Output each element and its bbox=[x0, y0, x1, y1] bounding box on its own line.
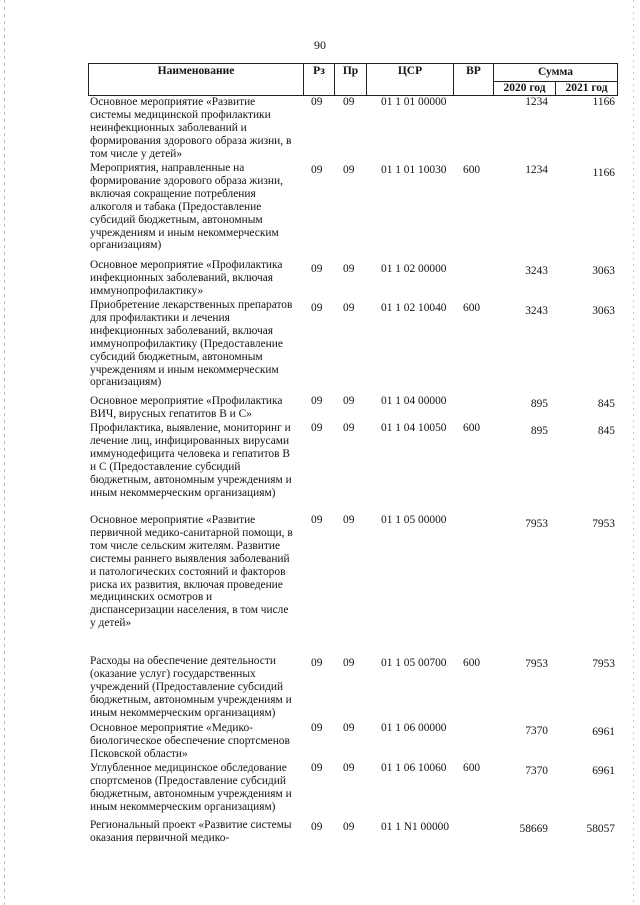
row-pr: 09 bbox=[343, 657, 355, 669]
row-pr: 09 bbox=[343, 722, 355, 734]
row-name: Основное мероприятие «Медико-биологическое обеспечение спортсменов Псковской области» bbox=[90, 722, 290, 760]
row-pr: 09 bbox=[343, 514, 355, 526]
row-rz: 09 bbox=[311, 263, 323, 275]
row-pr: 09 bbox=[343, 422, 355, 434]
row-sum-2021: 58057 bbox=[586, 823, 615, 835]
row-rz: 09 bbox=[311, 302, 323, 314]
header-sum-label: Сумма bbox=[538, 66, 573, 78]
row-name: Углубленное медицинское обследование спортсменов (Предоставление субсидий бюджетным, автономным учреждениям и иным некоммерческим организациям) bbox=[90, 762, 292, 813]
row-name: Приобретение лекарственных препаратов для профилактики и лечения инфекционных заболеваний, включая иммунопрофилактику (Предоставление субсидий бюджетным, автономным учреждениям и иным некоммерческим организациям) bbox=[90, 299, 293, 389]
header-name-label: Наименование bbox=[157, 65, 235, 77]
table-row bbox=[88, 161, 618, 259]
row-pr: 09 bbox=[343, 302, 355, 314]
row-sum-2021: 845 bbox=[597, 425, 615, 437]
row-sum-2021: 845 bbox=[597, 398, 615, 410]
row-rz: 09 bbox=[311, 657, 323, 669]
row-sum-2021: 6961 bbox=[592, 726, 615, 738]
row-sum-2021: 6961 bbox=[592, 765, 615, 777]
row-sum-2020: 58669 bbox=[519, 823, 548, 835]
table-row bbox=[88, 395, 618, 422]
row-sum-2020: 7370 bbox=[525, 725, 548, 737]
header-year2-label: 2021 год bbox=[565, 82, 608, 94]
row-sum-2021: 1166 bbox=[592, 96, 615, 108]
row-rz: 09 bbox=[311, 96, 323, 108]
row-rz: 09 bbox=[311, 722, 323, 734]
row-name: Основное мероприятие «Профилактика инфекционных заболеваний, включая иммунопрофилактику» bbox=[90, 259, 283, 297]
row-csr: 01 1 01 10030 bbox=[381, 164, 447, 176]
page-number: 90 bbox=[314, 38, 326, 52]
row-sum-2020: 3243 bbox=[525, 305, 548, 317]
row-name: Мероприятия, направленные на формирование здорового образа жизни, включая сокращение потребления алкоголя и табака (Предоставление субсидий бюджетным, автономным учреждениям и иным некоммерческим организациям) bbox=[90, 162, 283, 252]
table-row bbox=[88, 762, 618, 819]
row-pr: 09 bbox=[343, 96, 355, 108]
row-rz: 09 bbox=[311, 422, 323, 434]
row-rz: 09 bbox=[311, 821, 323, 833]
scan-edge-right bbox=[633, 0, 634, 905]
row-csr: 01 1 04 00000 bbox=[381, 395, 447, 407]
row-rz: 09 bbox=[311, 395, 323, 407]
row-vr: 600 bbox=[463, 302, 481, 314]
row-csr: 01 1 05 00000 bbox=[381, 514, 447, 526]
row-sum-2020: 895 bbox=[530, 425, 548, 437]
row-rz: 09 bbox=[311, 514, 323, 526]
row-csr: 01 1 06 10060 bbox=[381, 762, 447, 774]
row-name: Основное мероприятие «Профилактика ВИЧ, вирусных гепатитов В и С» bbox=[90, 395, 283, 420]
row-vr: 600 bbox=[463, 164, 481, 176]
row-sum-2020: 7953 bbox=[525, 658, 548, 670]
row-csr: 01 1 02 00000 bbox=[381, 263, 447, 275]
table-row bbox=[88, 96, 618, 161]
row-rz: 09 bbox=[311, 762, 323, 774]
row-sum-2021: 1166 bbox=[592, 167, 615, 179]
row-csr: 01 1 05 00700 bbox=[381, 657, 447, 669]
header-year1-label: 2020 год bbox=[503, 82, 546, 94]
row-sum-2021: 7953 bbox=[592, 658, 615, 670]
table-row bbox=[88, 655, 618, 722]
table-row bbox=[88, 819, 618, 849]
row-vr: 600 bbox=[463, 422, 481, 434]
row-pr: 09 bbox=[343, 395, 355, 407]
row-vr: 600 bbox=[463, 657, 481, 669]
row-sum-2020: 1234 bbox=[525, 164, 548, 176]
table-row bbox=[88, 722, 618, 762]
row-sum-2020: 895 bbox=[530, 398, 548, 410]
header-vr-label: ВР bbox=[466, 65, 481, 77]
table-row bbox=[88, 514, 618, 655]
row-csr: 01 1 06 00000 bbox=[381, 722, 447, 734]
row-pr: 09 bbox=[343, 164, 355, 176]
row-name: Основное мероприятие «Развитие первичной медико-санитарной помощи, в том числе сельским жителям. Развитие системы раннего выявления заболеваний и патологических состояний и факторов риска их развития, включая проведение медицинских осмотров и диспансеризации населения, в том числе у детей» bbox=[90, 514, 293, 630]
row-sum-2020: 3243 bbox=[525, 265, 548, 277]
row-name: Расходы на обеспечение деятельности (оказание услуг) государственных учреждений (Предоставление субсидий бюджетным, автономным учреждениям и иным некоммерческим организациям) bbox=[90, 655, 292, 719]
row-sum-2020: 7953 bbox=[525, 518, 548, 530]
row-sum-2020: 1234 bbox=[525, 96, 548, 108]
row-sum-2021: 3063 bbox=[592, 265, 615, 277]
header-csr-label: ЦСР bbox=[397, 65, 423, 77]
row-csr: 01 1 02 10040 bbox=[381, 302, 447, 314]
table-row bbox=[88, 299, 618, 395]
table-row bbox=[88, 259, 618, 299]
header-rz-label: Рз bbox=[313, 65, 325, 77]
row-name: Основное мероприятие «Развитие системы медицинской профилактики неинфекционных заболеваний и формирования здорового образа жизни, в том числе у детей» bbox=[90, 96, 292, 160]
row-sum-2021: 7953 bbox=[592, 518, 615, 530]
row-sum-2020: 7370 bbox=[525, 765, 548, 777]
row-name: Профилактика, выявление, мониторинг и лечение лиц, инфицированных вирусами иммунодефицита человека и гепатитов В и С (Предоставление субсидий бюджетным, автономным учреждениям и иным некоммерческим организациям) bbox=[90, 422, 292, 499]
row-csr: 01 1 N1 00000 bbox=[381, 821, 450, 833]
row-csr: 01 1 04 10050 bbox=[381, 422, 447, 434]
row-sum-2021: 3063 bbox=[592, 305, 615, 317]
header-pr-label: Пр bbox=[342, 65, 359, 77]
row-name: Региональный проект «Развитие системы оказания первичной медико- bbox=[90, 819, 292, 844]
table-row bbox=[88, 422, 618, 514]
row-rz: 09 bbox=[311, 164, 323, 176]
row-pr: 09 bbox=[343, 821, 355, 833]
table-body bbox=[88, 96, 618, 849]
row-vr: 600 bbox=[463, 762, 481, 774]
row-csr: 01 1 01 00000 bbox=[381, 96, 447, 108]
row-pr: 09 bbox=[343, 263, 355, 275]
row-pr: 09 bbox=[343, 762, 355, 774]
scan-edge-left bbox=[4, 0, 5, 905]
